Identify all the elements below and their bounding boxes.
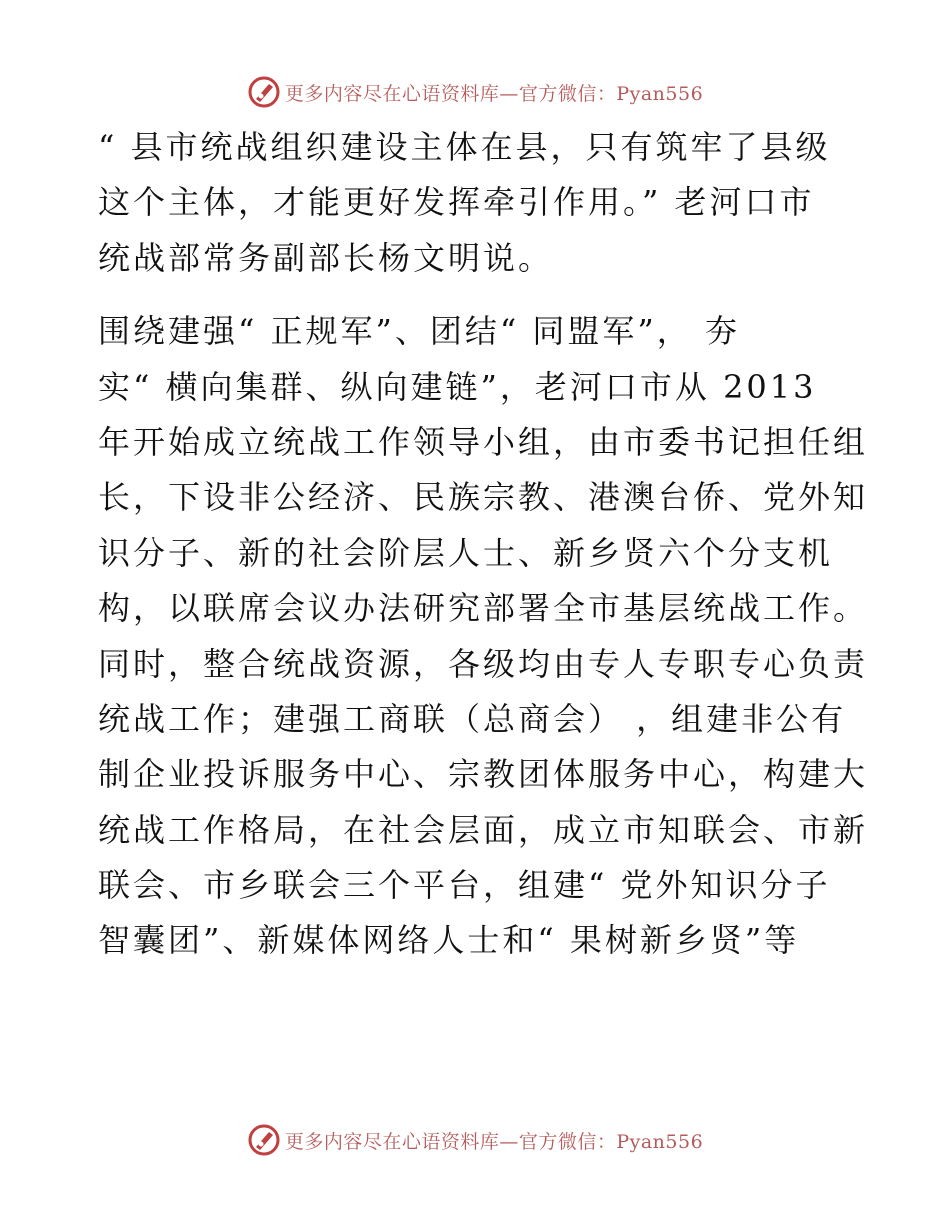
header-watermark-text: 更多内容尽在心语资料库—官方微信：Pyan556 [284,82,704,105]
text-line: 制企业投诉服务中心、宗教团体服务中心，构建大 [98,755,869,794]
text-line: 统战工作；建强工商联（总商会） ，组建非公有 [98,699,847,738]
pen-nib-logo-icon [247,1123,281,1157]
text-line: 构，以联席会议办法研究部署全市基层统战工作。 [98,589,869,628]
document-body [98,120,869,969]
text-line: 围绕建强“ 正规军”、团结“ 同盟军”， 夯 [98,312,740,351]
paragraph-gap [98,286,858,304]
paragraph-quote [98,120,858,286]
footer-watermark-text: 更多内容尽在心语资料库—官方微信：Pyan556 [284,1130,704,1153]
text-line: 统战工作格局，在社会层面，成立市知联会、市新 [98,810,869,849]
text-line: 统战部常务副部长杨文明说。 [98,238,554,277]
text-line: 同时，整合统战资源，各级均由专人专职专心负责 [98,644,869,683]
text-line: 这个主体，才能更好发挥牵引作用。” 老河口市 [98,183,815,222]
footer-watermark [0,1120,950,1160]
text-line: 长，下设非公经济、民族宗教、港澳台侨、党外知 [98,478,869,517]
text-line: 智囊团”、新媒体网络人士和“ 果树新乡贤”等 [98,921,800,960]
text-line: 年开始成立统战工作领导小组，由市委书记担任组 [98,422,869,461]
pen-nib-logo-icon [247,75,281,109]
text-line: “ 县市统战组织建设主体在县，只有筑牢了县级 [98,128,831,166]
header-watermark [0,72,950,112]
paragraph-main [98,304,869,969]
text-line: 实“ 横向集群、纵向建链”，老河口市从 2013 [98,367,817,406]
text-line: 联会、市乡联会三个平台，组建“ 党外知识分子 [98,866,831,905]
text-line: 识分子、新的社会阶层人士、新乡贤六个分支机 [98,533,834,572]
